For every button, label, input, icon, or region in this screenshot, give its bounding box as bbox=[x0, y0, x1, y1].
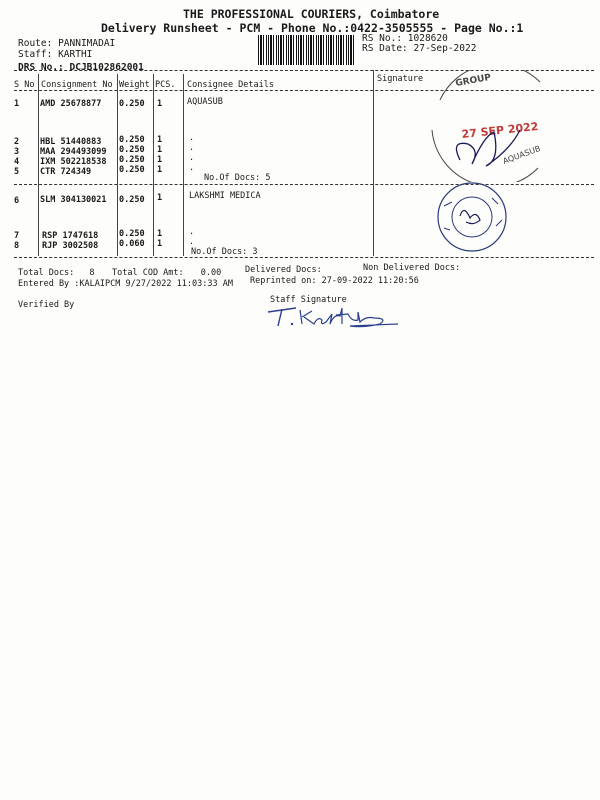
table-row: 6 bbox=[14, 196, 20, 206]
total-docs-value: 8 bbox=[89, 268, 95, 278]
consignee-details: . bbox=[189, 133, 195, 143]
col-divider bbox=[117, 74, 118, 256]
drs-value: DCJB102862001 bbox=[69, 62, 144, 73]
weight-value: 0.060 bbox=[119, 239, 145, 249]
total-docs-label: Total Docs: bbox=[18, 268, 75, 278]
col-divider bbox=[153, 74, 154, 256]
route-line bbox=[18, 38, 115, 49]
weight-value: 0.250 bbox=[119, 99, 145, 109]
col-divider bbox=[373, 70, 374, 256]
consignee-details: . bbox=[189, 143, 195, 153]
th-sno: S No bbox=[14, 80, 35, 90]
delivery-stamp-aquasub bbox=[420, 70, 570, 182]
rs-date-value: 27-Sep-2022 bbox=[413, 43, 477, 54]
consignment-no: SLM 304130021 bbox=[40, 195, 107, 205]
date-stamp: 27 SEP 2022 bbox=[460, 119, 539, 141]
staff-line bbox=[18, 49, 92, 60]
weight-value: 0.250 bbox=[119, 195, 145, 205]
drs-line bbox=[18, 62, 144, 73]
stamp-bottom-text: AQUASUB bbox=[501, 143, 542, 166]
table-row: 5 bbox=[14, 167, 20, 177]
total-cod-value: 0.00 bbox=[200, 268, 222, 278]
weight-value: 0.250 bbox=[119, 135, 145, 145]
consignee-details: . bbox=[189, 153, 195, 163]
total-docs bbox=[18, 268, 95, 278]
table-row: 2 bbox=[14, 137, 20, 147]
table-row: 3 bbox=[14, 147, 20, 157]
rs-date-label: RS Date: bbox=[362, 43, 408, 54]
th-signature: Signature bbox=[377, 74, 424, 84]
route-value: PANNIMADAI bbox=[58, 38, 116, 49]
pcs-value: 1 bbox=[157, 229, 163, 239]
pcs-value: 1 bbox=[157, 135, 163, 145]
staff-label: Staff: bbox=[18, 49, 53, 60]
pcs-value: 1 bbox=[157, 99, 163, 109]
barcode bbox=[258, 35, 356, 65]
consignment-no: CTR 724349 bbox=[40, 167, 92, 177]
group1-doc-count: No.Of Docs: 5 bbox=[204, 173, 271, 183]
consignment-no: HBL 51440883 bbox=[40, 137, 102, 147]
group2-doc-count: No.Of Docs: 3 bbox=[191, 247, 258, 257]
drs-label: DRS No.: bbox=[18, 62, 64, 73]
total-cod-label: Total COD Amt: bbox=[112, 268, 184, 278]
th-consignment: Consignment No bbox=[41, 80, 113, 90]
th-consignee: Consignee Details bbox=[187, 80, 274, 90]
consignee-details: . bbox=[189, 227, 195, 237]
consignee-details: . bbox=[189, 163, 195, 173]
pcs-value: 1 bbox=[157, 145, 163, 155]
table-row: 8 bbox=[14, 241, 20, 251]
consignment-no: IXM 502218538 bbox=[40, 157, 107, 167]
route-label: Route: bbox=[18, 38, 53, 49]
pcs-value: 1 bbox=[157, 193, 163, 203]
staff-signature-label: Staff Signature bbox=[270, 295, 347, 305]
weight-value: 0.250 bbox=[119, 229, 145, 239]
pcs-value: 1 bbox=[157, 239, 163, 249]
runsheet-subtitle: Delivery Runsheet - PCM - Phone No.:0422-3505555 - Page No.:1 bbox=[101, 21, 524, 35]
rs-no-value: 1028620 bbox=[407, 33, 448, 44]
table-row: 4 bbox=[14, 157, 20, 167]
pcs-value: 1 bbox=[157, 165, 163, 175]
weight-value: 0.250 bbox=[119, 145, 145, 155]
rs-no-label: RS No.: bbox=[362, 33, 403, 44]
pcs-value: 1 bbox=[157, 155, 163, 165]
weight-value: 0.250 bbox=[119, 155, 145, 165]
consignment-no: RJP 3002508 bbox=[42, 241, 99, 251]
table-row: 1 bbox=[14, 99, 20, 109]
consignee-details: LAKSHMI MEDICA bbox=[189, 191, 261, 201]
total-cod bbox=[112, 268, 221, 278]
consignment-no: AMD 25678877 bbox=[40, 99, 102, 109]
weight-value: 0.250 bbox=[119, 165, 145, 175]
consignment-no: MAA 294493099 bbox=[40, 147, 107, 157]
verified-by: Verified By bbox=[18, 300, 75, 310]
consignee-details: . bbox=[189, 237, 195, 247]
non-delivered-docs-label: Non Delivered Docs: bbox=[363, 263, 461, 273]
rs-date-line bbox=[362, 43, 476, 54]
th-weight: Weight bbox=[119, 80, 150, 90]
consignment-no: RSP 1747618 bbox=[42, 231, 99, 241]
table-row: 7 bbox=[14, 231, 20, 241]
col-divider bbox=[38, 74, 39, 256]
stamp-top-text: GROUP bbox=[454, 72, 492, 89]
staff-value: KARTHI bbox=[58, 49, 93, 60]
consignee-details: AQUASUB bbox=[187, 97, 223, 107]
table-bottom-rule bbox=[14, 257, 594, 258]
hospital-seal bbox=[430, 180, 514, 254]
entered-by: Entered By :KALAIPCM 9/27/2022 11:03:33 AM bbox=[18, 279, 233, 289]
col-divider bbox=[183, 74, 184, 256]
delivered-docs-label: Delivered Docs: bbox=[245, 265, 322, 275]
company-title: THE PROFESSIONAL COURIERS, Coimbatore bbox=[183, 7, 440, 21]
th-pcs: PCS. bbox=[155, 80, 176, 90]
reprinted-on: Reprinted on: 27-09-2022 11:20:56 bbox=[250, 276, 419, 286]
staff-signature bbox=[262, 302, 402, 330]
